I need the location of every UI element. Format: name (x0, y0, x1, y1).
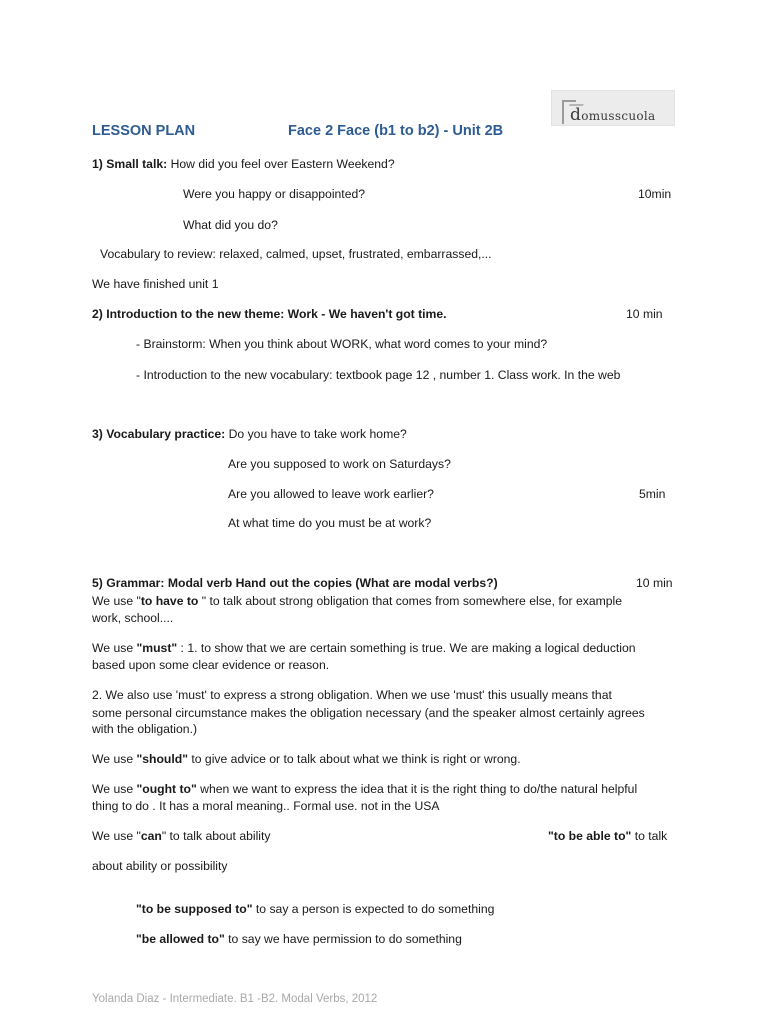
section-3-question-4: At what time do you must be at work? (228, 516, 432, 530)
have-to-line-2: work, school.... (92, 611, 174, 625)
domusscuola-logo (551, 90, 675, 126)
section-1-question-1: How did you feel over Eastern Weekend? (170, 157, 395, 171)
must-keyword: "must" (136, 641, 178, 655)
section-2-time: 10 min (626, 307, 663, 321)
must-2-line-1: 2. We also use 'must' to express a strong obligation. When we use 'must' this usually means that (92, 688, 612, 702)
must-2-line-2: some personal circumstance makes the obligation necessary (and the speaker almost certainly agrees (92, 706, 645, 720)
section-5-time: 10 min (636, 576, 673, 590)
must-line-1: We use "must" : 1. to show that we are certain something is true. We are making a logical deduction (92, 641, 636, 655)
page-title: LESSON PLAN (92, 123, 196, 139)
can-keyword: can (140, 829, 162, 843)
supposed-to-keyword: "to be supposed to" (136, 902, 253, 916)
page-footer: Yolanda Diaz - Intermediate. B1 -B2. Modal Verbs, 2012 (92, 993, 378, 1005)
can-line: We use "can" to talk about ability (92, 829, 271, 843)
section-1-time: 10min (638, 187, 672, 201)
ought-to-line-2: thing to do . It has a moral meaning.. Formal use. not in the USA (92, 799, 440, 813)
section-1-question-3: What did you do? (183, 218, 278, 232)
ought-to-keyword: "ought to" (136, 782, 197, 796)
section-3-question-3: Are you allowed to leave work earlier? (228, 487, 434, 501)
must-line-2: based upon some clear evidence or reason. (92, 658, 330, 672)
section-1-line (92, 157, 395, 172)
section-1-label: 1) Small talk: (92, 157, 168, 171)
have-to-keyword: to have to (140, 594, 199, 608)
logo-text: domusscuola (570, 105, 656, 125)
able-to-keyword: "to be able to" (548, 829, 632, 843)
supposed-to-line: "to be supposed to" to say a person is expected to do something (136, 902, 495, 916)
section-2-bullet-1: - Brainstorm: When you think about WORK, what word comes to your mind? (136, 337, 548, 351)
ought-to-line-1: We use "ought to" when we want to express the idea that it is the right thing to do/the natural helpful (92, 782, 638, 796)
section-1-vocabulary: Vocabulary to review: relaxed, calmed, upset, frustrated, embarrassed,... (100, 247, 492, 261)
page-subtitle: Face 2 Face (b1 to b2) - Unit 2B (288, 123, 504, 139)
section-1-question-2: Were you happy or disappointed? (183, 187, 366, 201)
section-2-bullet-2: - Introduction to the new vocabulary: textbook page 12 , number 1. Class work. In the web (136, 368, 621, 382)
able-to-line: "to be able to" to talk (548, 829, 668, 843)
section-1-finished: We have finished unit 1 (92, 277, 219, 291)
allowed-to-keyword: "be allowed to" (136, 932, 225, 946)
section-5-label: 5) Grammar: Modal verb Hand out the copies (What are modal verbs?) (92, 576, 498, 590)
section-3-question-2: Are you supposed to work on Saturdays? (228, 457, 451, 471)
should-line: We use "should" to give advice or to talk about what we think is right or wrong. (92, 752, 521, 766)
should-keyword: "should" (136, 752, 188, 766)
able-to-line-2: about ability or possibility (92, 859, 228, 873)
section-2-label: 2) Introduction to the new theme: Work - We haven't got time. (92, 307, 447, 321)
allowed-to-line: "be allowed to" to say we have permission to do something (136, 932, 462, 946)
section-3-line (92, 427, 407, 442)
have-to-line-1: We use "to have to " to talk about strong obligation that comes from somewhere else, for example (92, 594, 623, 608)
section-3-label: 3) Vocabulary practice: (92, 427, 226, 441)
section-3-time: 5min (639, 487, 666, 501)
must-2-line-3: with the obligation.) (92, 722, 198, 736)
section-3-question-1: Do you have to take work home? (228, 427, 407, 441)
